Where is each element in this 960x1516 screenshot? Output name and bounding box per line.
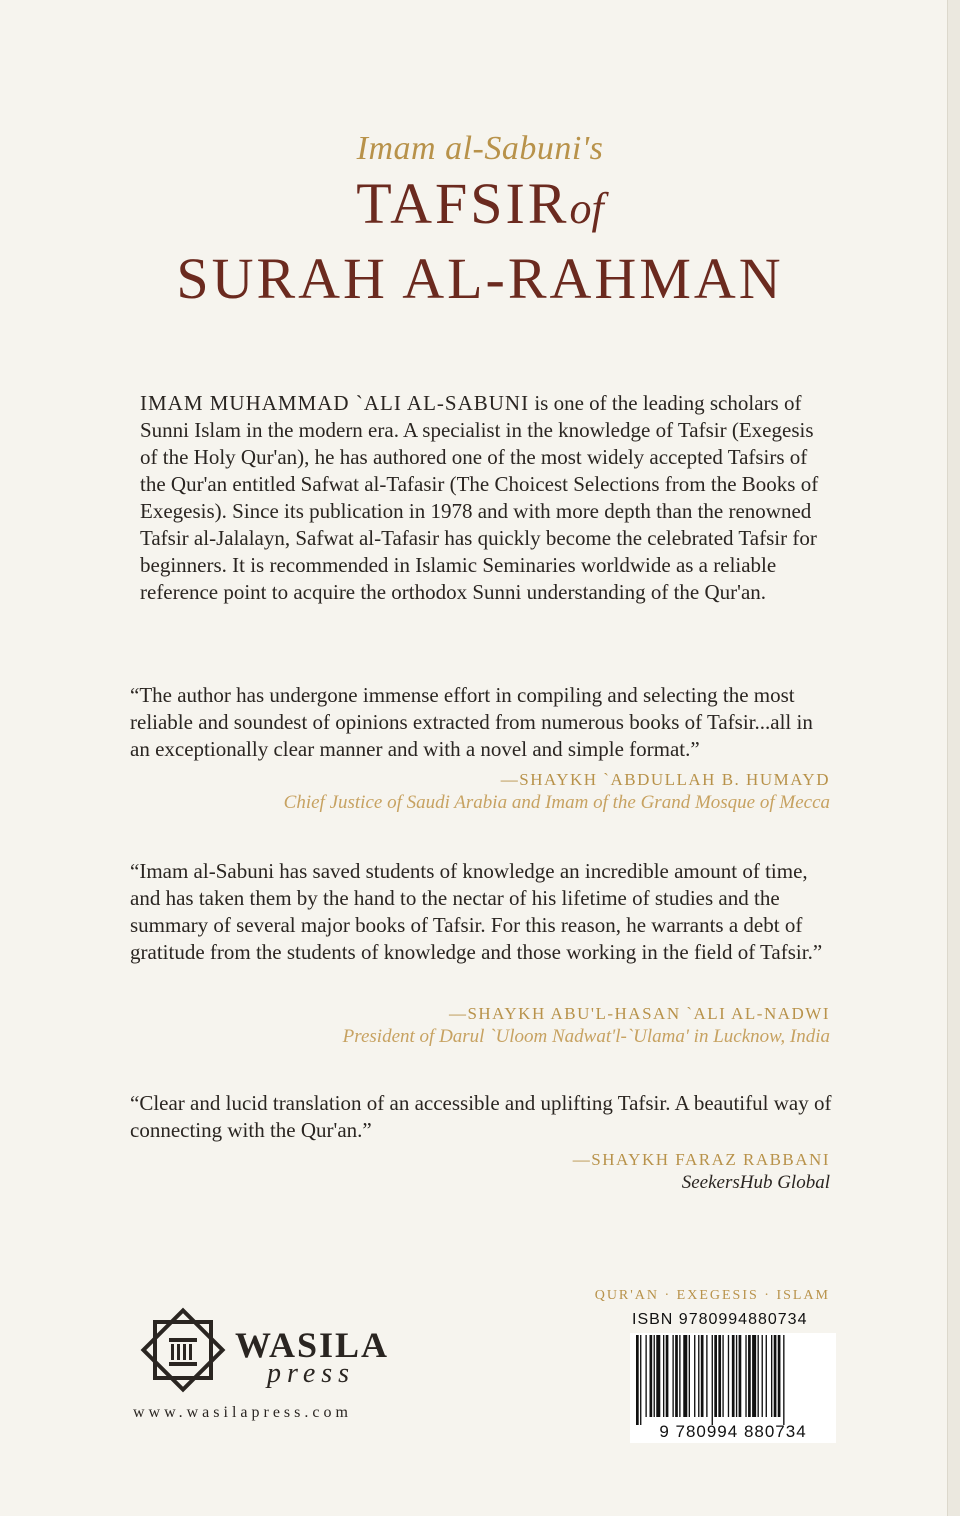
attribution-3 (573, 1150, 830, 1194)
barcode-bar (766, 1335, 767, 1417)
attribution-2 (343, 1004, 830, 1048)
barcode-bar (758, 1335, 759, 1417)
title-block (0, 130, 960, 311)
barcode-bar (728, 1335, 729, 1417)
barcode-bar (679, 1335, 680, 1417)
barcode-bar (783, 1335, 784, 1425)
barcode-bar (656, 1335, 660, 1417)
intro-paragraph (140, 390, 832, 606)
title-main-word: TAFSIR (356, 171, 570, 236)
publisher-url: www.wasilapress.com (133, 1404, 352, 1421)
barcode-bar (732, 1335, 735, 1417)
barcode-bar (694, 1335, 695, 1417)
barcode-bar (672, 1335, 673, 1417)
title-main (0, 172, 960, 241)
attribution-role: SeekersHub Global (681, 1172, 830, 1193)
publisher-logo (133, 1300, 423, 1420)
barcode-digits: 9 780994 880734 (659, 1422, 807, 1441)
barcode-bar (640, 1335, 641, 1425)
barcode-bar (752, 1335, 756, 1417)
quote-3: “Clear and lucid translation of an accessible and uplifting Tafsir. A beautiful way of connecting with the Qur'an.” (130, 1091, 832, 1142)
barcode-bar (666, 1335, 669, 1417)
publisher-press: press (267, 1358, 356, 1389)
barcode-bar (774, 1335, 777, 1417)
barcode-bar (654, 1335, 655, 1417)
barcode (630, 1333, 836, 1443)
barcode-bar (739, 1335, 742, 1417)
barcode-bar (645, 1335, 646, 1417)
octagram-book-icon (133, 1300, 233, 1400)
barcode-bar (745, 1335, 746, 1417)
barcode-bar (712, 1335, 713, 1425)
title-of: of (569, 184, 604, 233)
attribution-1 (284, 770, 830, 814)
attribution-name: —SHAYKH FARAZ RABBANI (572, 1150, 830, 1169)
title-sub: SURAH AL-RAHMAN (176, 246, 784, 311)
barcode-bar (636, 1335, 639, 1425)
quote-1: “The author has undergone immense effort in compiling and selecting the most reliable and soundest of opinions extracted from numerous books of Tafsir...all in an exceptionally clear manner and with a novel and simple format.” (130, 683, 813, 761)
barcode-bar (706, 1335, 707, 1417)
barcode-bar (663, 1335, 664, 1417)
quote-2: “Imam al-Sabuni has saved students of knowledge an incredible amount of time, and has taken them by the hand to the nectar of his lifetime of studies and the summary of several major books of Tafsir. For this reason, he warrants a debt of gratitude from the students of knowledge and those working in the field of Tafsir.” (130, 859, 823, 964)
attribution-role: President of Darul `Uloom Nadwat'l-`Ulama' in Lucknow, India (342, 1026, 830, 1047)
barcode-bar (762, 1335, 763, 1417)
isbn-label: ISBN 9780994880734 (632, 1311, 808, 1328)
barcode-bar (698, 1335, 699, 1417)
barcode-bar (701, 1335, 704, 1417)
barcode-bar (689, 1335, 690, 1417)
barcode-bar (778, 1335, 781, 1417)
barcode-bar (718, 1335, 721, 1417)
barcode-bar (748, 1335, 751, 1417)
barcode-bar (683, 1335, 687, 1417)
title-kicker: Imam al-Sabuni's (356, 130, 604, 167)
barcode-bar (675, 1335, 678, 1417)
subject-categories: QUR'AN · EXEGESIS · ISLAM (594, 1288, 830, 1303)
intro-body: is one of the leading scholars of Sunni Islam in the modern era. A specialist in the knowledge of Tafsir (Exegesis of the Holy Qur'an), he has authored one of the most widely accepted Tafsirs of the Qur'an entitled Safwat al-Tafasir (The Choicest Selections from the Books of Exegesis). Since its publication in 1978 and with more depth than the renowned Tafsir al-Jalalayn, Safwat al-Tafasir has quickly become the celebrated Tafsir for beginners. It is recommended in Islamic Seminaries worldwide as a reliable reference point to acquire the orthodox Sunni understanding of the Qur'an. (140, 391, 819, 604)
attribution-name: —SHAYKH `ABDULLAH B. HUMAYD (500, 770, 830, 789)
barcode-bar (722, 1335, 723, 1417)
barcode-bar (736, 1335, 737, 1417)
barcode-bar (650, 1335, 653, 1417)
attribution-name: —SHAYKH ABU'L-HASAN `ALI AL-NADWI (448, 1004, 830, 1023)
intro-lead: IMAM MUHAMMAD `ALI AL-SABUNI (140, 391, 530, 415)
barcode-bar (771, 1335, 772, 1417)
publisher-name: WASILA (235, 1325, 390, 1365)
attribution-role: Chief Justice of Saudi Arabia and Imam of the Grand Mosque of Mecca (283, 792, 830, 813)
barcode-bar (714, 1335, 717, 1417)
